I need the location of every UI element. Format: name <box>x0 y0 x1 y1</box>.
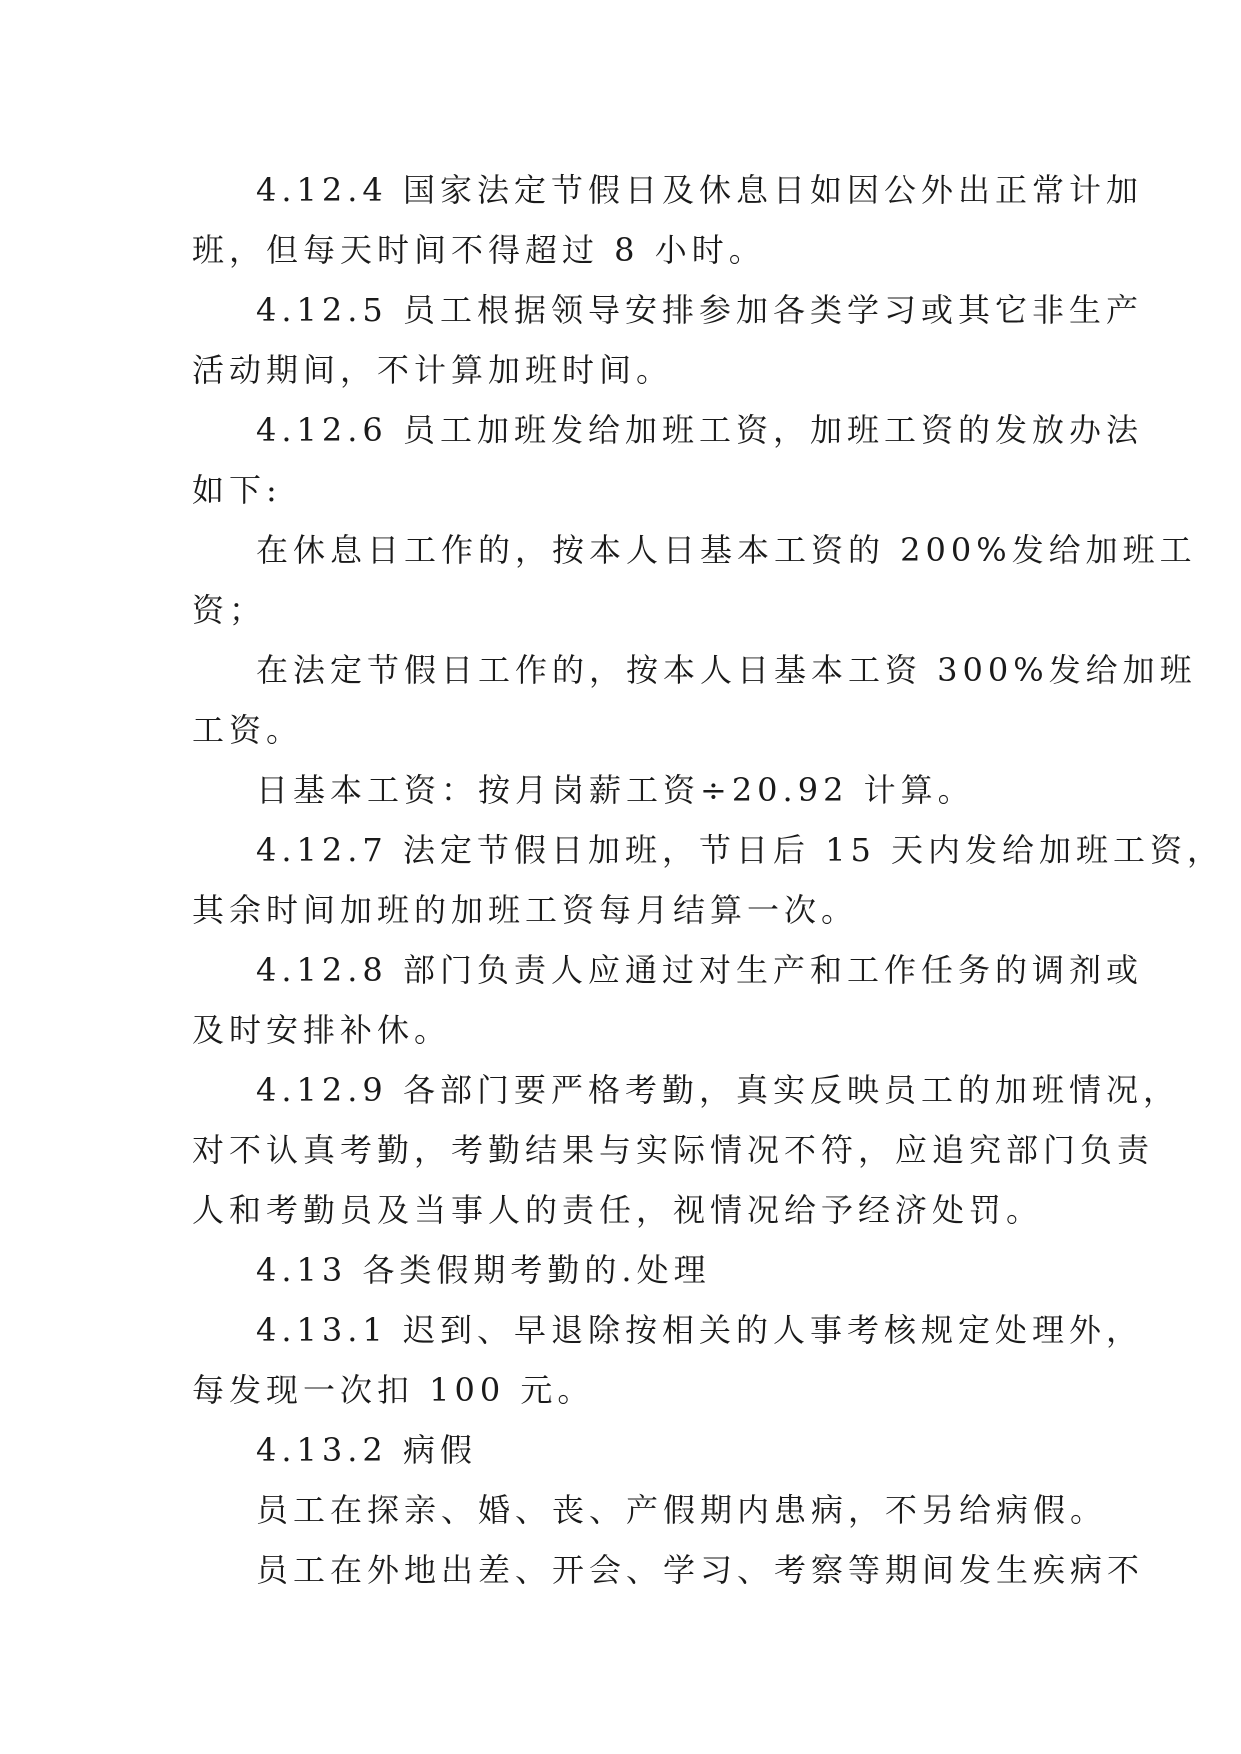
document-body <box>192 160 1225 1600</box>
text-line: 其余时间加班的加班工资每月结算一次。 <box>192 891 859 929</box>
text-line: 及时安排补休。 <box>192 1011 452 1049</box>
text-line: 4.12.4 国家法定节假日及休息日如因公外出正常计加 <box>256 171 1143 209</box>
text-line: 在休息日工作的，按本人日基本工资的 200%发给加班工 <box>256 531 1197 569</box>
text-line: 班，但每天时间不得超过 8 小时。 <box>192 231 766 269</box>
text-line: 4.12.5 员工根据领导安排参加各类学习或其它非生产 <box>256 291 1143 329</box>
text-line: 员工在外地出差、开会、学习、考察等期间发生疾病不 <box>256 1551 1145 1589</box>
text-line: 4.13.1 迟到、早退除按相关的人事考核规定处理外， <box>256 1311 1143 1349</box>
text-line: 资； <box>192 591 267 629</box>
text-line: 在法定节假日工作的，按本人日基本工资 300%发给加班 <box>256 651 1197 689</box>
text-line: 工资。 <box>192 711 304 749</box>
text-line: 活动期间，不计算加班时间。 <box>192 351 674 389</box>
text-line: 日基本工资：按月岗薪工资÷20.92 计算。 <box>256 771 975 809</box>
text-line: 4.12.6 员工加班发给加班工资，加班工资的发放办法 <box>256 411 1143 449</box>
text-line: 4.12.9 各部门要严格考勤，真实反映员工的加班情况， <box>256 1071 1180 1109</box>
text-line: 人和考勤员及当事人的责任，视情况给予经济处罚。 <box>192 1191 1044 1229</box>
text-line: 4.13 各类假期考勤的.处理 <box>256 1251 711 1289</box>
text-line: 对不认真考勤，考勤结果与实际情况不符，应追究部门负责 <box>192 1131 1155 1169</box>
text-line: 每发现一次扣 100 元。 <box>192 1371 595 1409</box>
text-line: 4.12.7 法定节假日加班，节日后 15 天内发给加班工资， <box>256 831 1225 869</box>
text-line: 如下: <box>192 471 282 509</box>
text-line: 4.13.2 病假 <box>256 1431 477 1469</box>
text-line: 4.12.8 部门负责人应通过对生产和工作任务的调剂或 <box>256 951 1143 989</box>
text-line: 员工在探亲、婚、丧、产假期内患病，不另给病假。 <box>256 1491 1108 1529</box>
